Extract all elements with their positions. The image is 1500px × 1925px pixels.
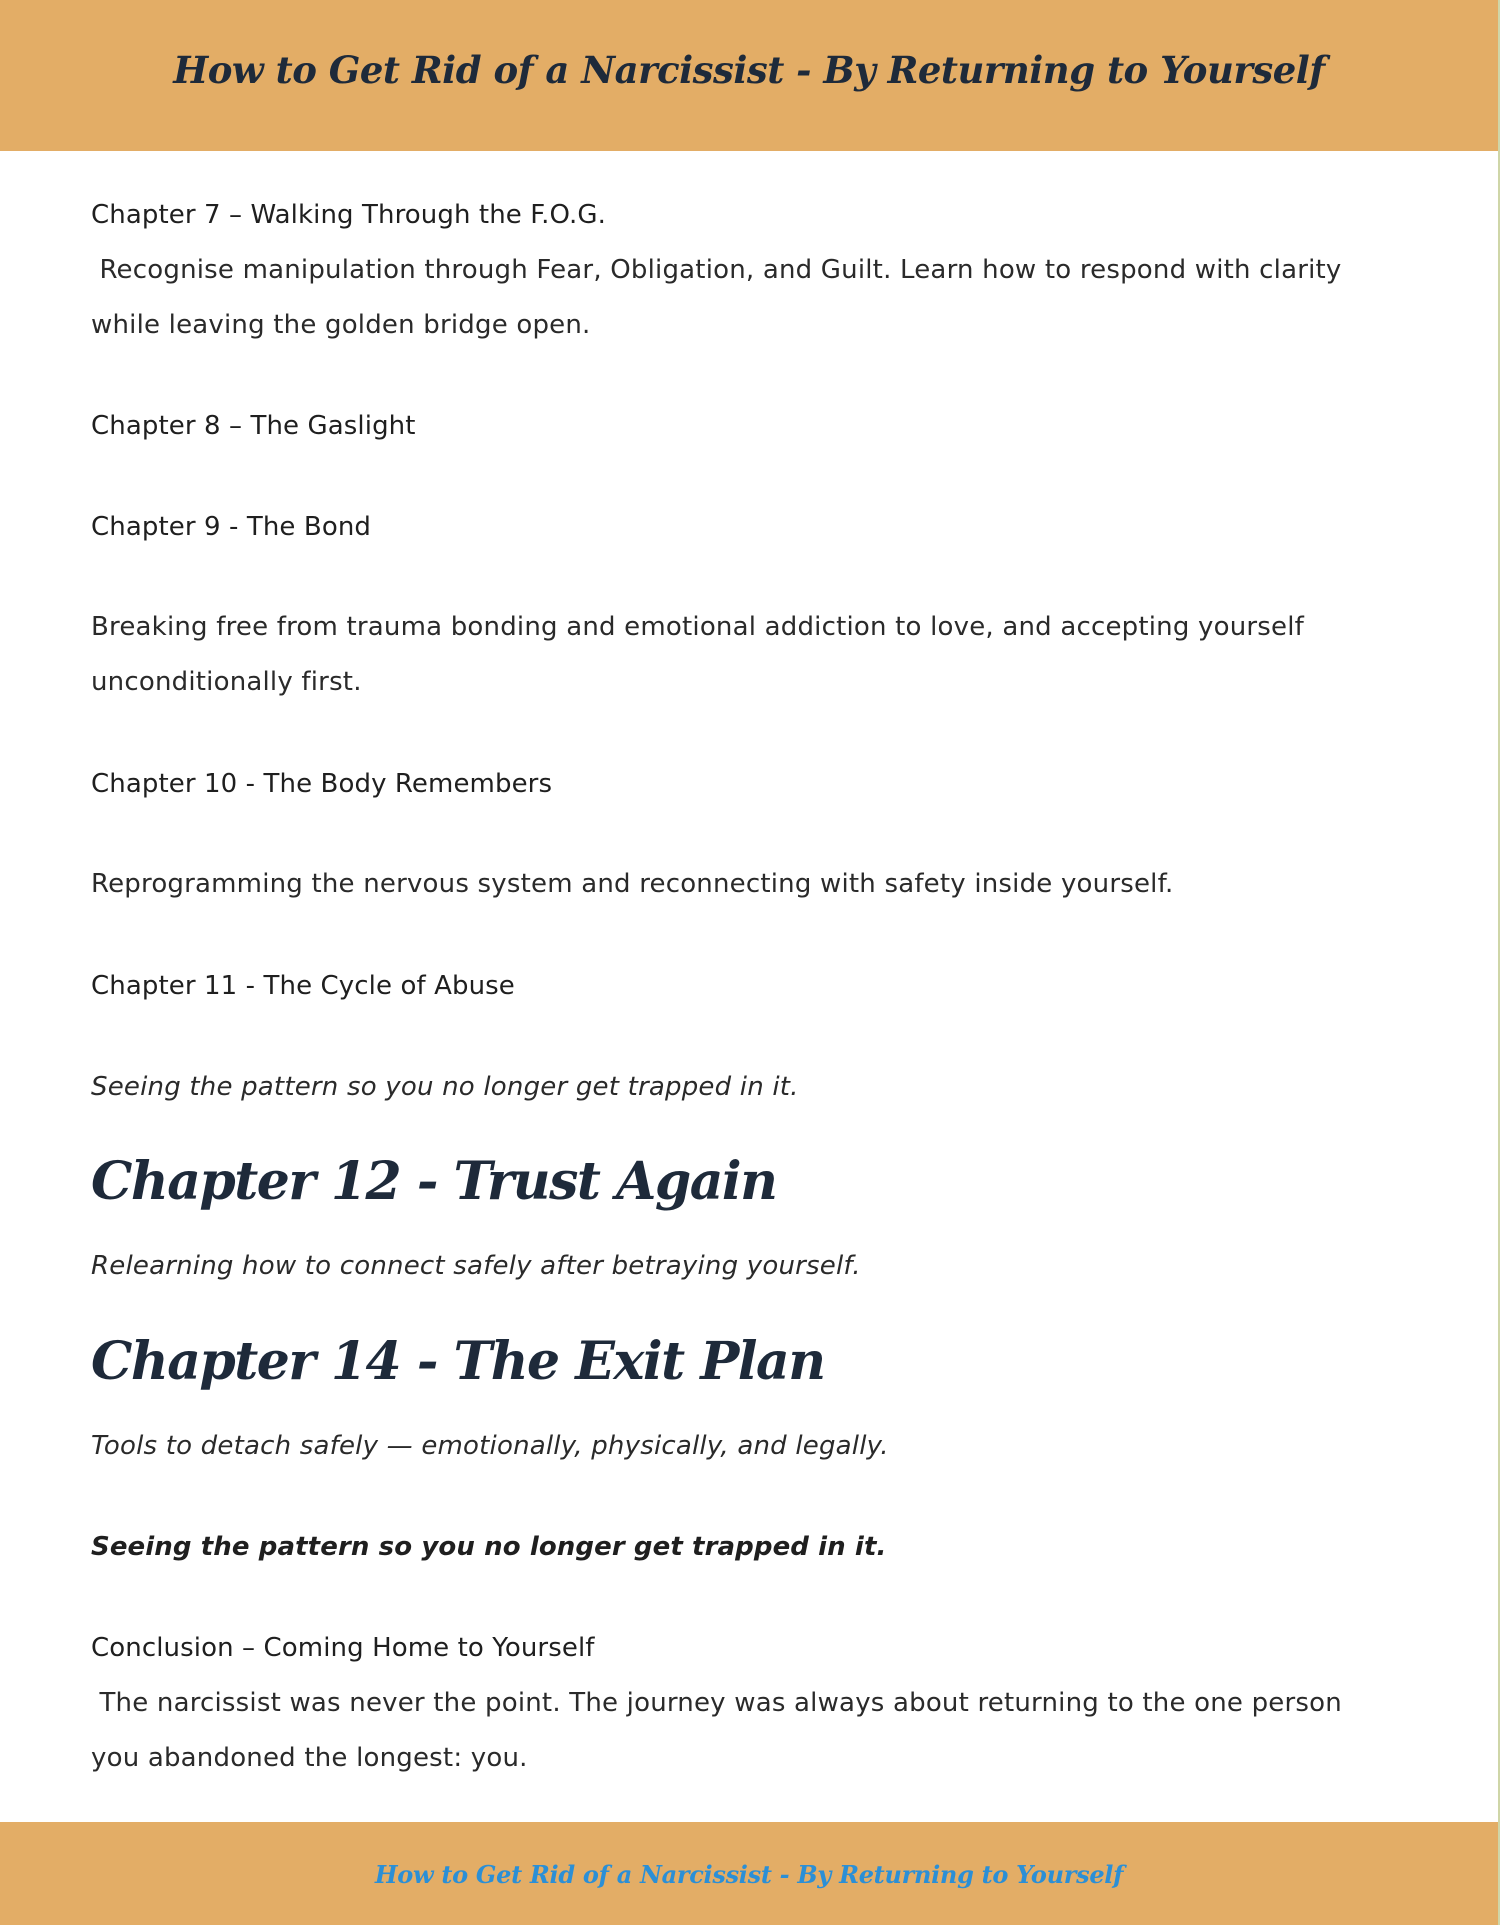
chapter-14-description: Tools to detach safely — emotionally, physically, and legally. [91, 1431, 889, 1461]
chapter-12-title: Chapter 12 - Trust Again [91, 1151, 777, 1212]
chapter-9-description-line-2: unconditionally first. [91, 667, 362, 697]
header-title: How to Get Rid of a Narcissist - By Returning to Yourself [173, 47, 1325, 92]
conclusion-description-line-1: The narcissist was never the point. The journey was always about returning to the one person [91, 1688, 1342, 1718]
conclusion-title: Conclusion – Coming Home to Yourself [91, 1633, 595, 1663]
chapter-7-description [91, 243, 1421, 353]
conclusion-description [91, 1676, 1421, 1786]
chapter-8-title: Chapter 8 – The Gaslight [91, 411, 416, 441]
footer-title: How to Get Rid of a Narcissist - By Returning to Yourself [374, 1860, 1124, 1889]
chapter-11-title: Chapter 11 - The Cycle of Abuse [91, 971, 515, 1001]
chapter-9-description-line-1: Breaking free from trauma bonding and emotional addiction to love, and accepting yourself [91, 612, 1305, 642]
chapter-11-description: Seeing the pattern so you no longer get trapped in it. [91, 1072, 799, 1102]
conclusion-description-line-2: you abandoned the longest: you. [91, 1743, 528, 1773]
chapter-14-emphasis: Seeing the pattern so you no longer get trapped in it. [91, 1532, 887, 1562]
page-footer [0, 1822, 1498, 1925]
chapter-10-title: Chapter 10 - The Body Remembers [91, 769, 553, 799]
chapter-9-title: Chapter 9 - The Bond [91, 512, 372, 542]
chapter-9-description [91, 600, 1421, 710]
chapter-12-description: Relearning how to connect safely after betraying yourself. [91, 1251, 861, 1281]
page-header [0, 0, 1498, 151]
chapter-10-description: Reprogramming the nervous system and reconnecting with safety inside yourself. [91, 869, 1174, 899]
chapter-14-title: Chapter 14 - The Exit Plan [91, 1331, 825, 1392]
chapter-7-title: Chapter 7 – Walking Through the F.O.G. [91, 200, 606, 230]
chapter-7-description-line-1: Recognise manipulation through Fear, Obligation, and Guilt. Learn how to respond with clarity [91, 255, 1342, 285]
chapter-7-description-line-2: while leaving the golden bridge open. [91, 310, 591, 340]
